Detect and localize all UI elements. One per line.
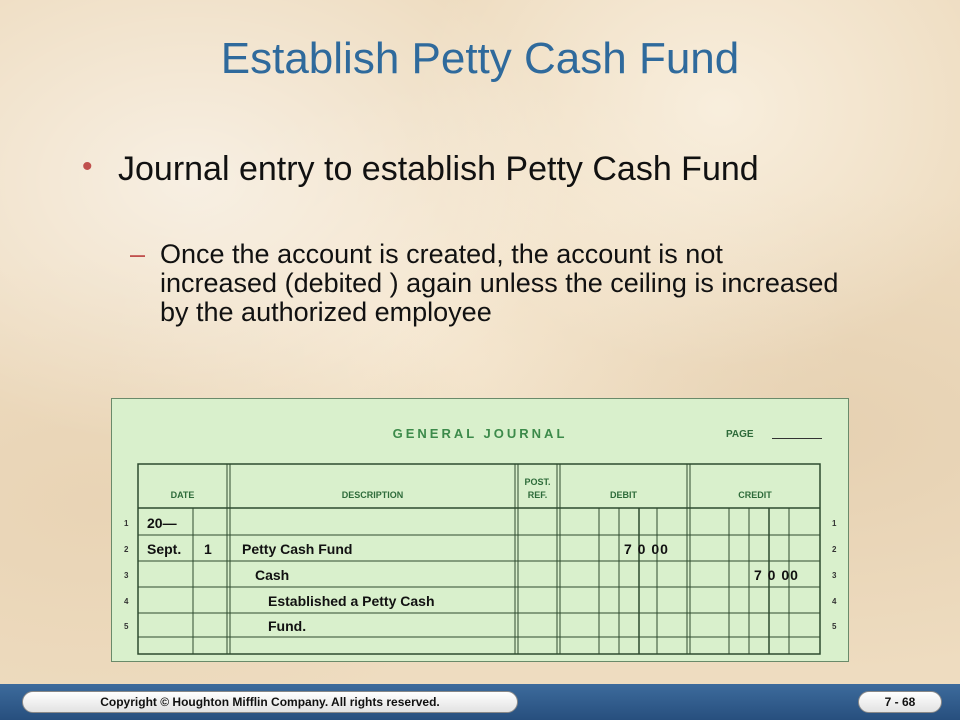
row-3-description: Cash: [255, 567, 290, 583]
row-number: 3: [124, 571, 129, 580]
header-post-ref: POST. REF.: [524, 477, 551, 500]
row-number: 1: [124, 519, 129, 528]
row-2-month: Sept.: [147, 541, 182, 557]
journal-page-label: PAGE: [726, 429, 754, 440]
row-1-month: 20—: [147, 515, 177, 531]
row-number: 3: [832, 571, 837, 580]
header-date: DATE: [170, 490, 195, 500]
journal-grid: [112, 399, 848, 661]
footer-bar: [0, 684, 960, 720]
journal-title: GENERAL JOURNAL: [392, 426, 568, 441]
slide-title: Establish Petty Cash Fund: [220, 34, 740, 83]
header-debit: DEBIT: [610, 490, 637, 500]
header-description: DESCRIPTION: [341, 490, 404, 500]
bullet-dot-icon: •: [82, 150, 93, 183]
copyright-pill: Copyright © Houghton Mifflin Company. All rights reserved.: [22, 691, 518, 713]
row-2-debit: 7 0 00: [624, 541, 669, 557]
row-number: 2: [832, 545, 837, 554]
row-number: 5: [832, 622, 837, 631]
general-journal-image: [111, 398, 849, 662]
row-5-description: Fund.: [268, 618, 307, 634]
dash-icon: –: [130, 239, 146, 269]
row-number: 4: [124, 597, 129, 606]
row-2-description: Petty Cash Fund: [242, 541, 353, 557]
row-number: 1: [832, 519, 837, 528]
row-4-description: Established a Petty Cash: [268, 593, 435, 609]
header-credit: CREDIT: [738, 490, 772, 500]
row-2-day: 1: [204, 541, 212, 557]
sub-bullet-text: Once the account is created, the account is not increased (debited ) again unless the ceiling is increased by the authorized employee: [160, 239, 839, 327]
row-number: 4: [832, 597, 837, 606]
bullet-text: Journal entry to establish Petty Cash Fund: [118, 150, 759, 188]
page-number-pill: 7 - 68: [858, 691, 942, 713]
row-number: 5: [124, 622, 129, 631]
row-number: 2: [124, 545, 129, 554]
row-3-credit: 7 0 00: [754, 567, 799, 583]
